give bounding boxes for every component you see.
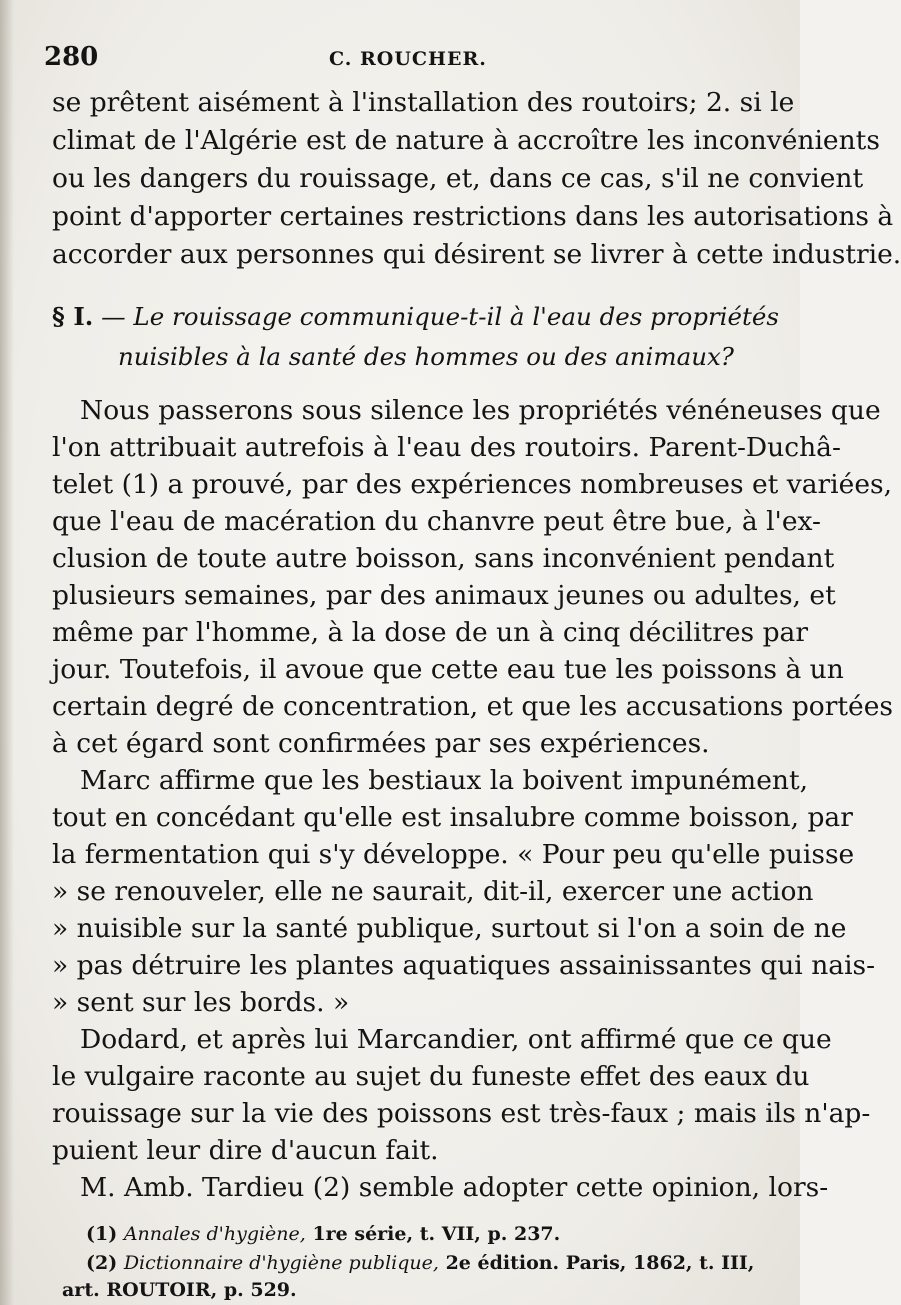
- footnote-ref: 1re série, t. VII, p. 237.: [312, 1223, 561, 1245]
- section-heading-line: nuisibles à la santé des hommes ou des animaux?: [118, 342, 734, 371]
- text-line: » nuisible sur la santé publique, surtout si l'on a soin de ne: [52, 913, 847, 944]
- text-line: Nous passerons sous silence les propriétés vénéneuses que: [80, 395, 881, 426]
- footnote-title: Annales d'hygiène,: [123, 1223, 306, 1245]
- running-head: C. ROUCHER.: [329, 48, 487, 70]
- footnote-2: [86, 1252, 754, 1274]
- text-line: se prêtent aisément à l'installation des routoirs; 2. si le: [52, 87, 795, 118]
- text-line: telet (1) a prouvé, par des expériences nombreuses et variées,: [52, 469, 893, 500]
- text-line: puient leur dire d'aucun fait.: [52, 1135, 439, 1166]
- text-line: Dodard, et après lui Marcandier, ont affirmé que ce que: [80, 1024, 832, 1055]
- text-line: l'on attribuait autrefois à l'eau des routoirs. Parent-Duchâ-: [52, 432, 841, 463]
- text-line: même par l'homme, à la dose de un à cinq décilitres par: [52, 617, 809, 648]
- section-mark: § I.: [52, 302, 94, 331]
- page-header: [44, 42, 760, 78]
- text-line: plusieurs semaines, par des animaux jeunes ou adultes, et: [52, 580, 836, 611]
- text-line: » se renouveler, elle ne saurait, dit-il, exercer une action: [52, 876, 814, 907]
- text-line: que l'eau de macération du chanvre peut être bue, à l'ex-: [52, 506, 821, 537]
- page-number: 280: [44, 42, 99, 72]
- text-line: climat de l'Algérie est de nature à accroître les inconvénients: [52, 125, 880, 156]
- text-line: la fermentation qui s'y développe. « Pour peu qu'elle puisse: [52, 839, 855, 870]
- text-line: tout en concédant qu'elle est insalubre comme boisson, par: [52, 802, 853, 833]
- section-title-text: — Le rouissage communique-t-il à l'eau des propriétés: [101, 302, 779, 331]
- footnote-ref: 2e édition. Paris, 1862, t. III,: [445, 1252, 755, 1274]
- text-line: Marc affirme que les bestiaux la boivent impunément,: [80, 765, 809, 796]
- footnote-1: [86, 1223, 560, 1245]
- text-line: rouissage sur la vie des poissons est très-faux ; mais ils n'ap-: [52, 1098, 871, 1129]
- text-line: accorder aux personnes qui désirent se livrer à cette industrie.: [52, 239, 901, 270]
- text-line: » sent sur les bords. »: [52, 987, 350, 1018]
- section-heading-line: [52, 302, 779, 331]
- text-line: jour. Toutefois, il avoue que cette eau tue les poissons à un: [52, 654, 844, 685]
- footnote-2-continuation: art. ROUTOIR, p. 529.: [62, 1279, 297, 1301]
- text-line: M. Amb. Tardieu (2) semble adopter cette opinion, lors-: [80, 1172, 829, 1203]
- text-line: clusion de toute autre boisson, sans inconvénient pendant: [52, 543, 835, 574]
- text-line: point d'apporter certaines restrictions dans les autorisations à: [52, 201, 894, 232]
- footnote-mark: (1): [86, 1223, 118, 1245]
- footnote-title: Dictionnaire d'hygiène publique,: [123, 1252, 439, 1274]
- text-line: ou les dangers du rouissage, et, dans ce cas, s'il ne convient: [52, 163, 864, 194]
- page-shadow: [0, 0, 14, 1305]
- text-line: » pas détruire les plantes aquatiques assainissantes qui nais-: [52, 950, 876, 981]
- text-line: à cet égard sont confirmées par ses expériences.: [52, 728, 710, 759]
- text-line: certain degré de concentration, et que les accusations portées: [52, 691, 894, 722]
- footnote-mark: (2): [86, 1252, 118, 1274]
- text-line: le vulgaire raconte au sujet du funeste effet des eaux du: [52, 1061, 810, 1092]
